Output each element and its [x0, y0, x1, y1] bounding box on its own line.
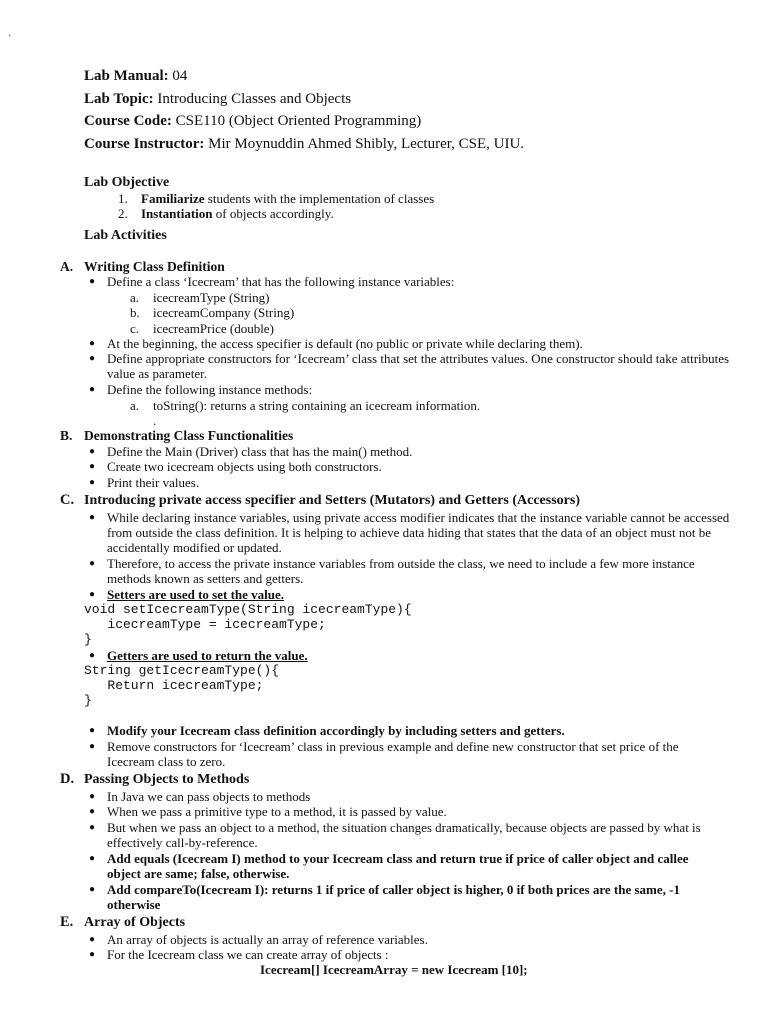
section-d-bullet-1: In Java we can pass objects to methods [107, 789, 311, 804]
course-code-label: Course Code: [84, 113, 172, 129]
setter-code-line-2: icecreamType = icecreamType; [84, 617, 326, 632]
section-d-bullet-4: Add equals (Icecream I) method to your Icecream class and return true if price of caller object and callee object are same; false, otherwise. [107, 851, 689, 881]
objective-item-2-rest: of objects accordingly. [212, 206, 334, 221]
section-e-letter: E. [60, 914, 74, 930]
getters-heading: Getters are used to return the value. [107, 648, 308, 663]
section-a-bullet-1: Define a class ‘Icecream’ that has the following instance variables: [107, 274, 455, 289]
objective-num-1: 1. [118, 191, 128, 206]
section-b-item-3: Print their values. [107, 475, 200, 490]
section-e-code: Icecream[] IcecreamArray = new Icecream [10]; [260, 962, 528, 977]
section-d-bullet-3: But when we pass an object to a method, the situation changes dramatically, because objects are passed by what is effectively call-by-reference. [107, 820, 701, 850]
bullet-icon: ● [89, 822, 96, 833]
lab-topic-label: Lab Topic: [84, 91, 154, 107]
stray-mark: ' [9, 33, 11, 43]
section-a-var-letter-3: c. [130, 321, 140, 336]
setter-code-line-1: void setIcecreamType(String icecreamType){ [84, 602, 412, 617]
section-d-bullet-2: When we pass a primitive type to a method, it is passed by value. [107, 804, 447, 819]
setters-heading: Setters are used to set the value. [107, 587, 285, 602]
section-c-bullet-4: Remove constructors for ‘Icecream’ class in previous example and define new constructor that set price of the Icecream class to zero. [107, 739, 679, 769]
section-e-title: Array of Objects [84, 915, 186, 930]
objective-item-1-rest: students with the implementation of classes [204, 191, 435, 206]
getter-code-line-1: String getIcecreamType(){ [84, 663, 280, 678]
bullet-icon: ● [89, 741, 96, 752]
lab-manual-line [84, 67, 187, 85]
section-c-bullet-2: Therefore, to access the private instance variables from outside the class, we need to include a few more instance methods known as setters and getters. [107, 556, 695, 586]
section-a-method: toString(): returns a string containing an icecream information. [153, 398, 481, 413]
section-d-letter: D. [60, 771, 75, 787]
section-d-title: Passing Objects to Methods [84, 772, 250, 787]
section-e-bullet-2: For the Icecream class we can create array of objects : [107, 947, 389, 962]
section-d-bullet-5: Add compareTo(Icecream I): returns 1 if price of caller object is higher, 0 if both prices are the same, -1 otherwise [107, 882, 680, 912]
objective-item-1-bold: Familiarize [141, 191, 205, 206]
section-b-item-2: Create two icecream objects using both constructors. [107, 459, 382, 474]
section-b-item-1: Define the Main (Driver) class that has the main() method. [107, 444, 413, 459]
bullet-icon: ● [89, 791, 96, 802]
section-a-trailing-dot: . [153, 413, 157, 428]
section-e-bullet-1: An array of objects is actually an array of reference variables. [107, 932, 428, 947]
getter-code-line-2: Return icecreamType; [84, 678, 264, 693]
objective-item-2-bold: Instantiation [141, 206, 213, 221]
bullet-icon: ● [89, 806, 96, 817]
section-a-var-1: icecreamType (String) [153, 290, 270, 305]
objective-title: Lab Objective [84, 175, 170, 190]
lab-topic-value: Introducing Classes and Objects [153, 91, 352, 107]
bullet-icon: ● [89, 725, 96, 736]
section-a-title: Writing Class Definition [84, 259, 225, 274]
section-a-var-letter-1: a. [130, 290, 140, 305]
bullet-icon: ● [89, 477, 96, 488]
section-a-var-letter-2: b. [130, 305, 140, 320]
lab-manual-value: 04 [168, 68, 188, 84]
lab-manual-label: Lab Manual: [84, 68, 169, 84]
section-a-var-2: icecreamCompany (String) [153, 305, 295, 320]
objective-item-2 [141, 206, 334, 221]
section-b-title: Demonstrating Class Functionalities [84, 428, 294, 443]
setter-code-line-3: } [84, 632, 92, 647]
section-a-bullet-2: At the beginning, the access specifier is default (no public or private while declaring them). [107, 336, 583, 351]
instructor-label: Course Instructor: [84, 136, 205, 152]
bullet-icon: ● [89, 384, 96, 395]
lab-topic-line [84, 90, 351, 108]
section-c-bullet-1: While declaring instance variables, using private access modifier indicates that the instance variable cannot be accessed from outside the class definition. It is helping to achieve data hiding that states that the data of an object must not be accidentally modified or updated. [107, 510, 730, 555]
bullet-icon: ● [89, 934, 96, 945]
bullet-icon: ● [89, 589, 96, 600]
section-a-var-3: icecreamPrice (double) [153, 321, 274, 336]
section-b-letter: B. [60, 428, 73, 443]
instructor-value: Mir Moynuddin Ahmed Shibly, Lecturer, CSE, UIU. [204, 136, 525, 152]
bullet-icon: ● [89, 276, 96, 287]
bullet-icon: ● [89, 558, 96, 569]
instructor-line [84, 135, 524, 153]
course-code-line [84, 112, 421, 130]
bullet-icon: ● [89, 949, 96, 960]
section-a-bullet-4: Define the following instance methods: [107, 382, 313, 397]
section-a-method-letter: a. [130, 398, 140, 413]
section-c-title: Introducing private access specifier and Setters (Mutators) and Getters (Accessors) [84, 493, 580, 508]
section-a-letter: A. [60, 259, 74, 274]
bullet-icon: ● [89, 338, 96, 349]
getter-code-line-3: } [84, 693, 92, 708]
bullet-icon: ● [89, 650, 96, 661]
section-c-letter: C. [60, 492, 75, 508]
bullet-icon: ● [89, 884, 96, 895]
bullet-icon: ● [89, 512, 96, 523]
bullet-icon: ● [89, 853, 96, 864]
objective-item-1 [141, 191, 434, 206]
bullet-icon: ● [89, 353, 96, 364]
course-code-value: CSE110 (Object Oriented Programming) [171, 113, 422, 129]
bullet-icon: ● [89, 446, 96, 457]
bullet-icon: ● [89, 461, 96, 472]
objective-num-2: 2. [118, 206, 128, 221]
section-c-bullet-3: Modify your Icecream class definition accordingly by including setters and getters. [107, 723, 565, 738]
activities-title: Lab Activities [84, 228, 167, 243]
section-a-bullet-3: Define appropriate constructors for ‘Icecream’ class that set the attributes values. One constructor should take attributes value as parameter. [107, 351, 730, 381]
